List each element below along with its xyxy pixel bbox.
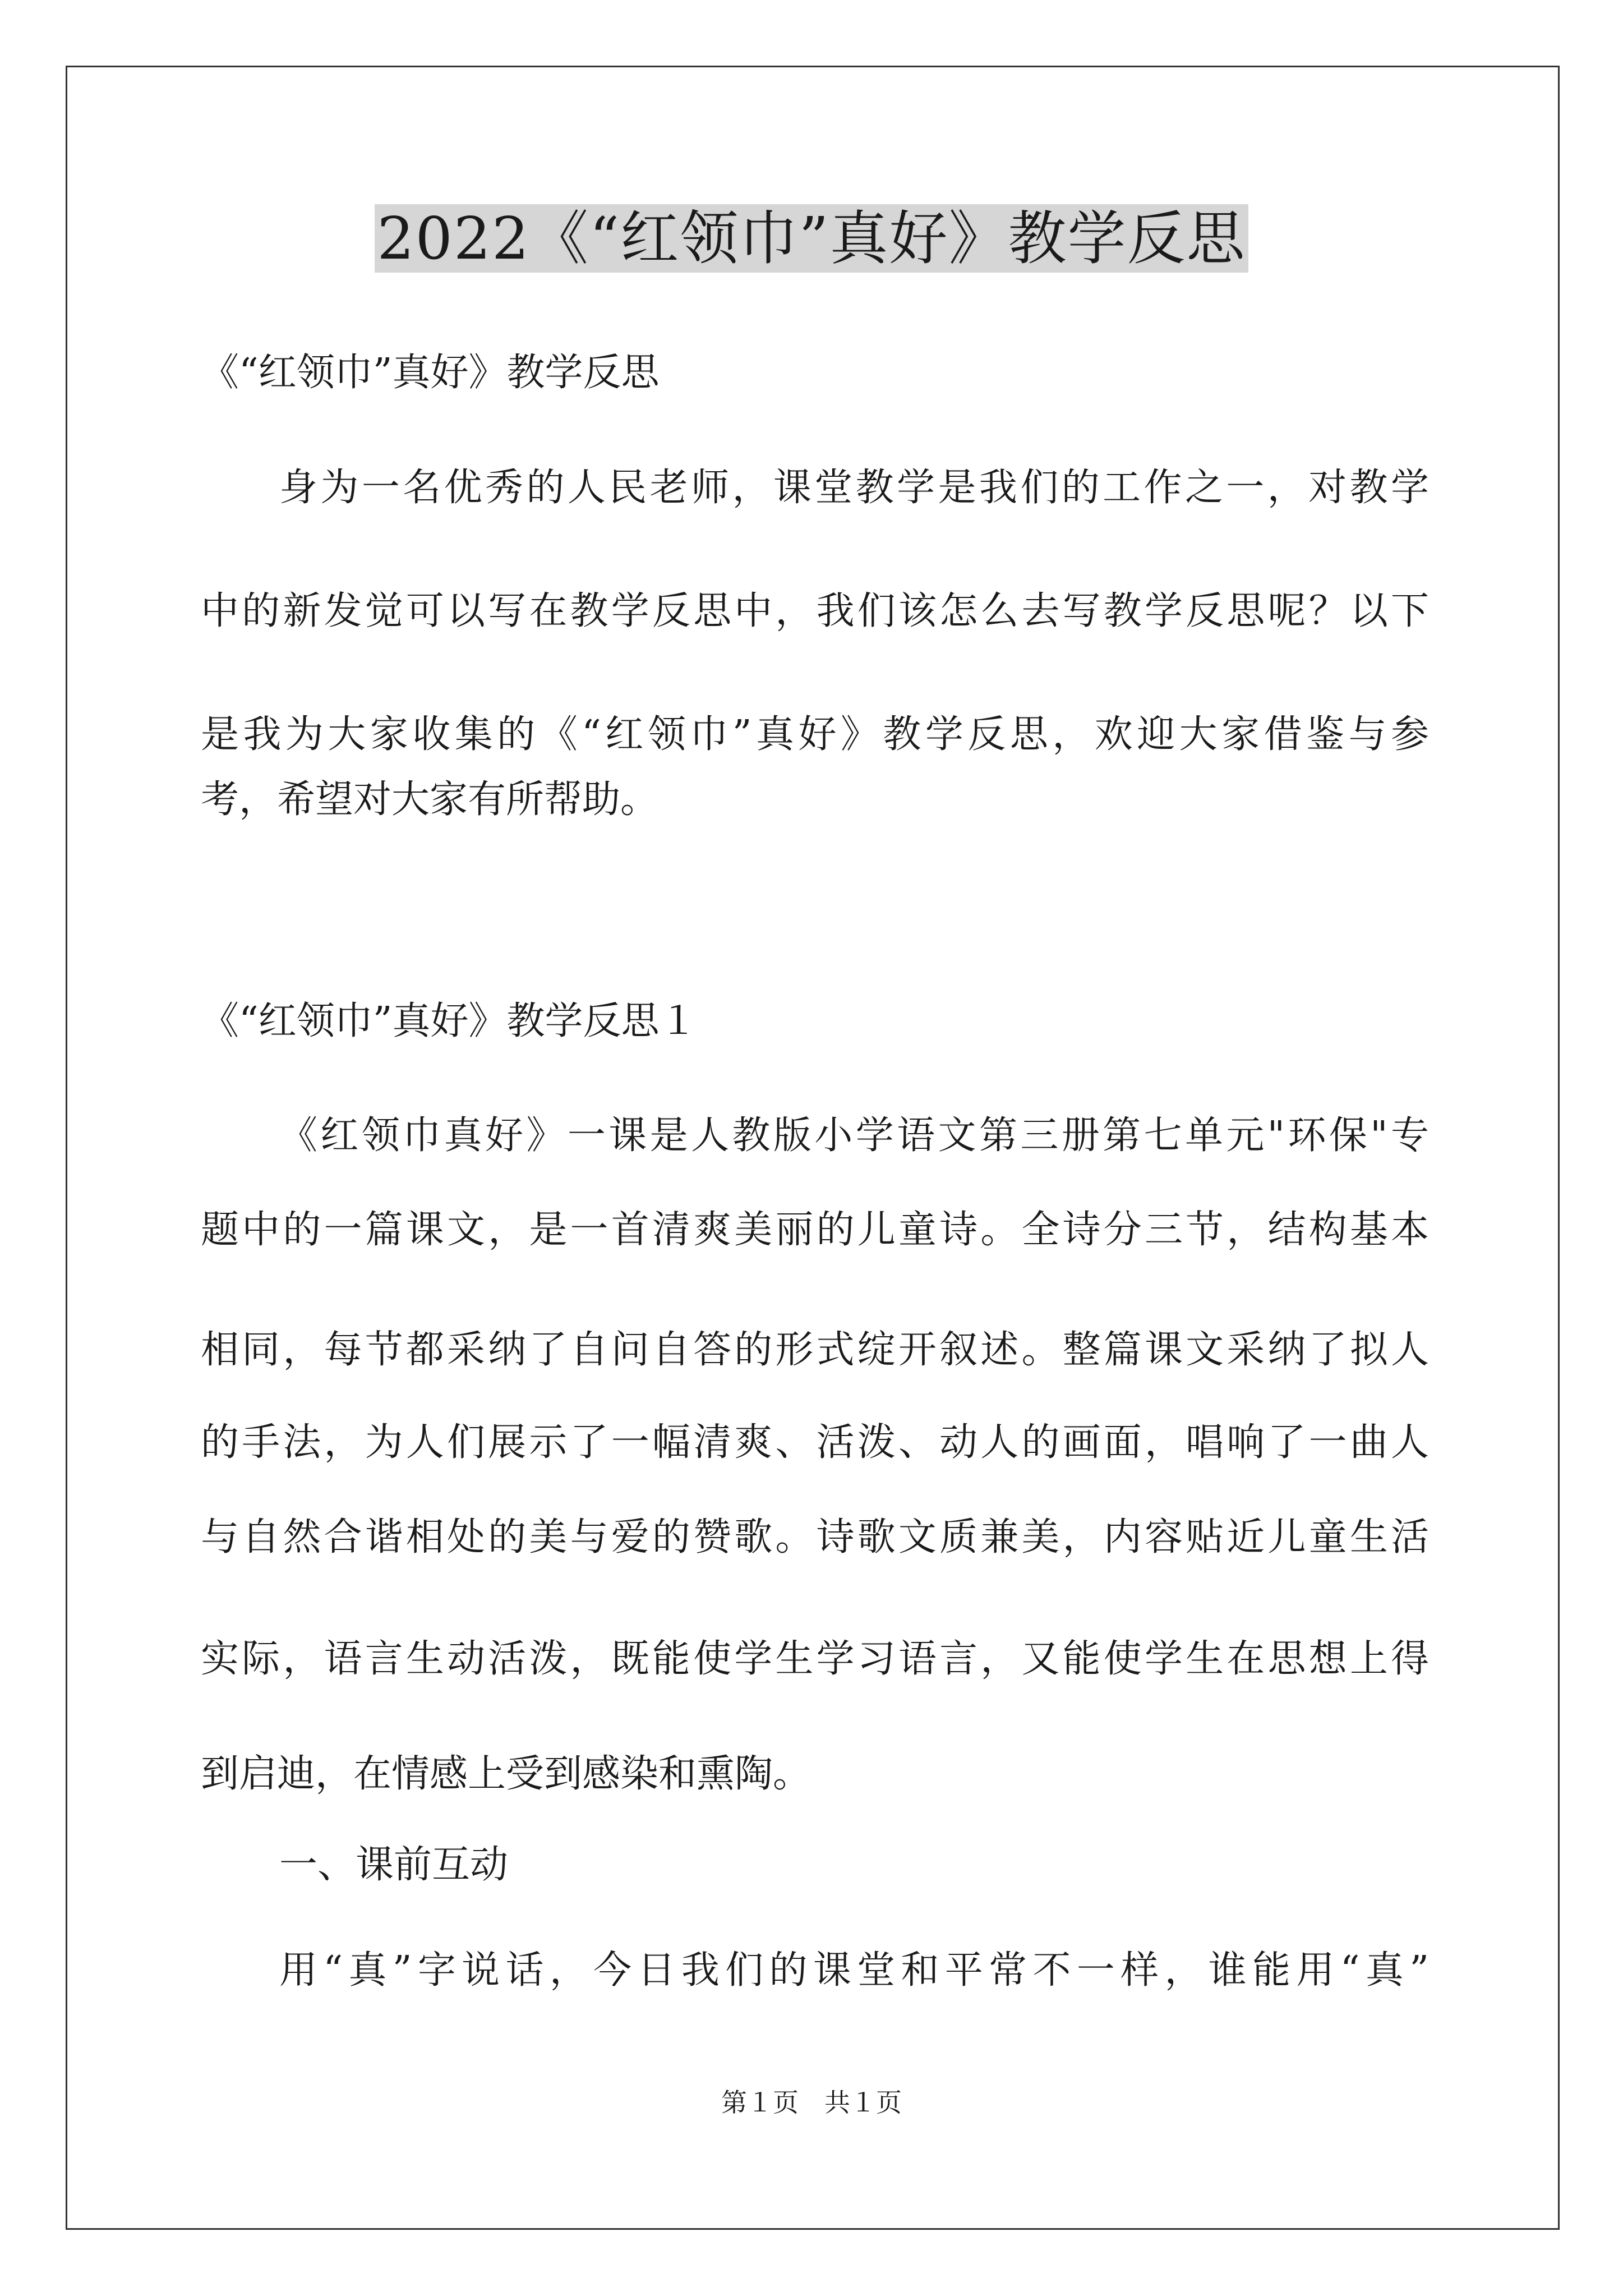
section-1-line-1: 《红领巾真好》一课是人教版小学语文第三册第七单元"环保"专 [279, 1114, 1429, 1158]
intro-line-2: 中的新发觉可以写在教学反思中，我们该怎么去写教学反思呢？以下 [201, 589, 1429, 633]
intro-line-4: 考，希望对大家有所帮助。 [201, 777, 659, 822]
section-1-heading: 《“红领巾”真好》教学反思１ [201, 999, 698, 1043]
intro-line-1: 身为一名优秀的人民老师，课堂教学是我们的工作之一，对教学 [279, 466, 1429, 510]
section-1-line-3: 相同，每节都采纳了自问自答的形式绽开叙述。整篇课文采纳了拟人 [201, 1328, 1429, 1372]
section-1-line-7: 到启迪，在情感上受到感染和熏陶。 [201, 1752, 811, 1796]
section-1-line-4: 的手法，为人们展示了一幅清爽、活泼、动人的画面，唱响了一曲人 [201, 1420, 1429, 1465]
subheading-pre-class-interaction: 一、课前互动 [279, 1843, 509, 1887]
section-1-line-5: 与自然合谐相处的美与爱的赞歌。诗歌文质兼美，内容贴近儿童生活 [201, 1515, 1429, 1559]
page-footer: 第１页 共１页 [721, 2087, 902, 2118]
section-1-line-6: 实际，语言生动活泼，既能使学生学习语言，又能使学生在思想上得 [201, 1637, 1429, 1681]
document-title [0, 199, 1623, 278]
document-subtitle: 《“红领巾”真好》教学反思 [201, 351, 660, 395]
document-title-text: 2022《“红领巾”真好》教学反思 [375, 204, 1248, 273]
section-1-line-2: 题中的一篇课文，是一首清爽美丽的儿童诗。全诗分三节，结构基本 [201, 1208, 1429, 1252]
intro-line-3: 是我为大家收集的《“红领巾”真好》教学反思，欢迎大家借鉴与参 [201, 712, 1429, 757]
paragraph-last-line: 用“真”字说话，今日我们的课堂和平常不一样，谁能用“真” [279, 1948, 1429, 1993]
